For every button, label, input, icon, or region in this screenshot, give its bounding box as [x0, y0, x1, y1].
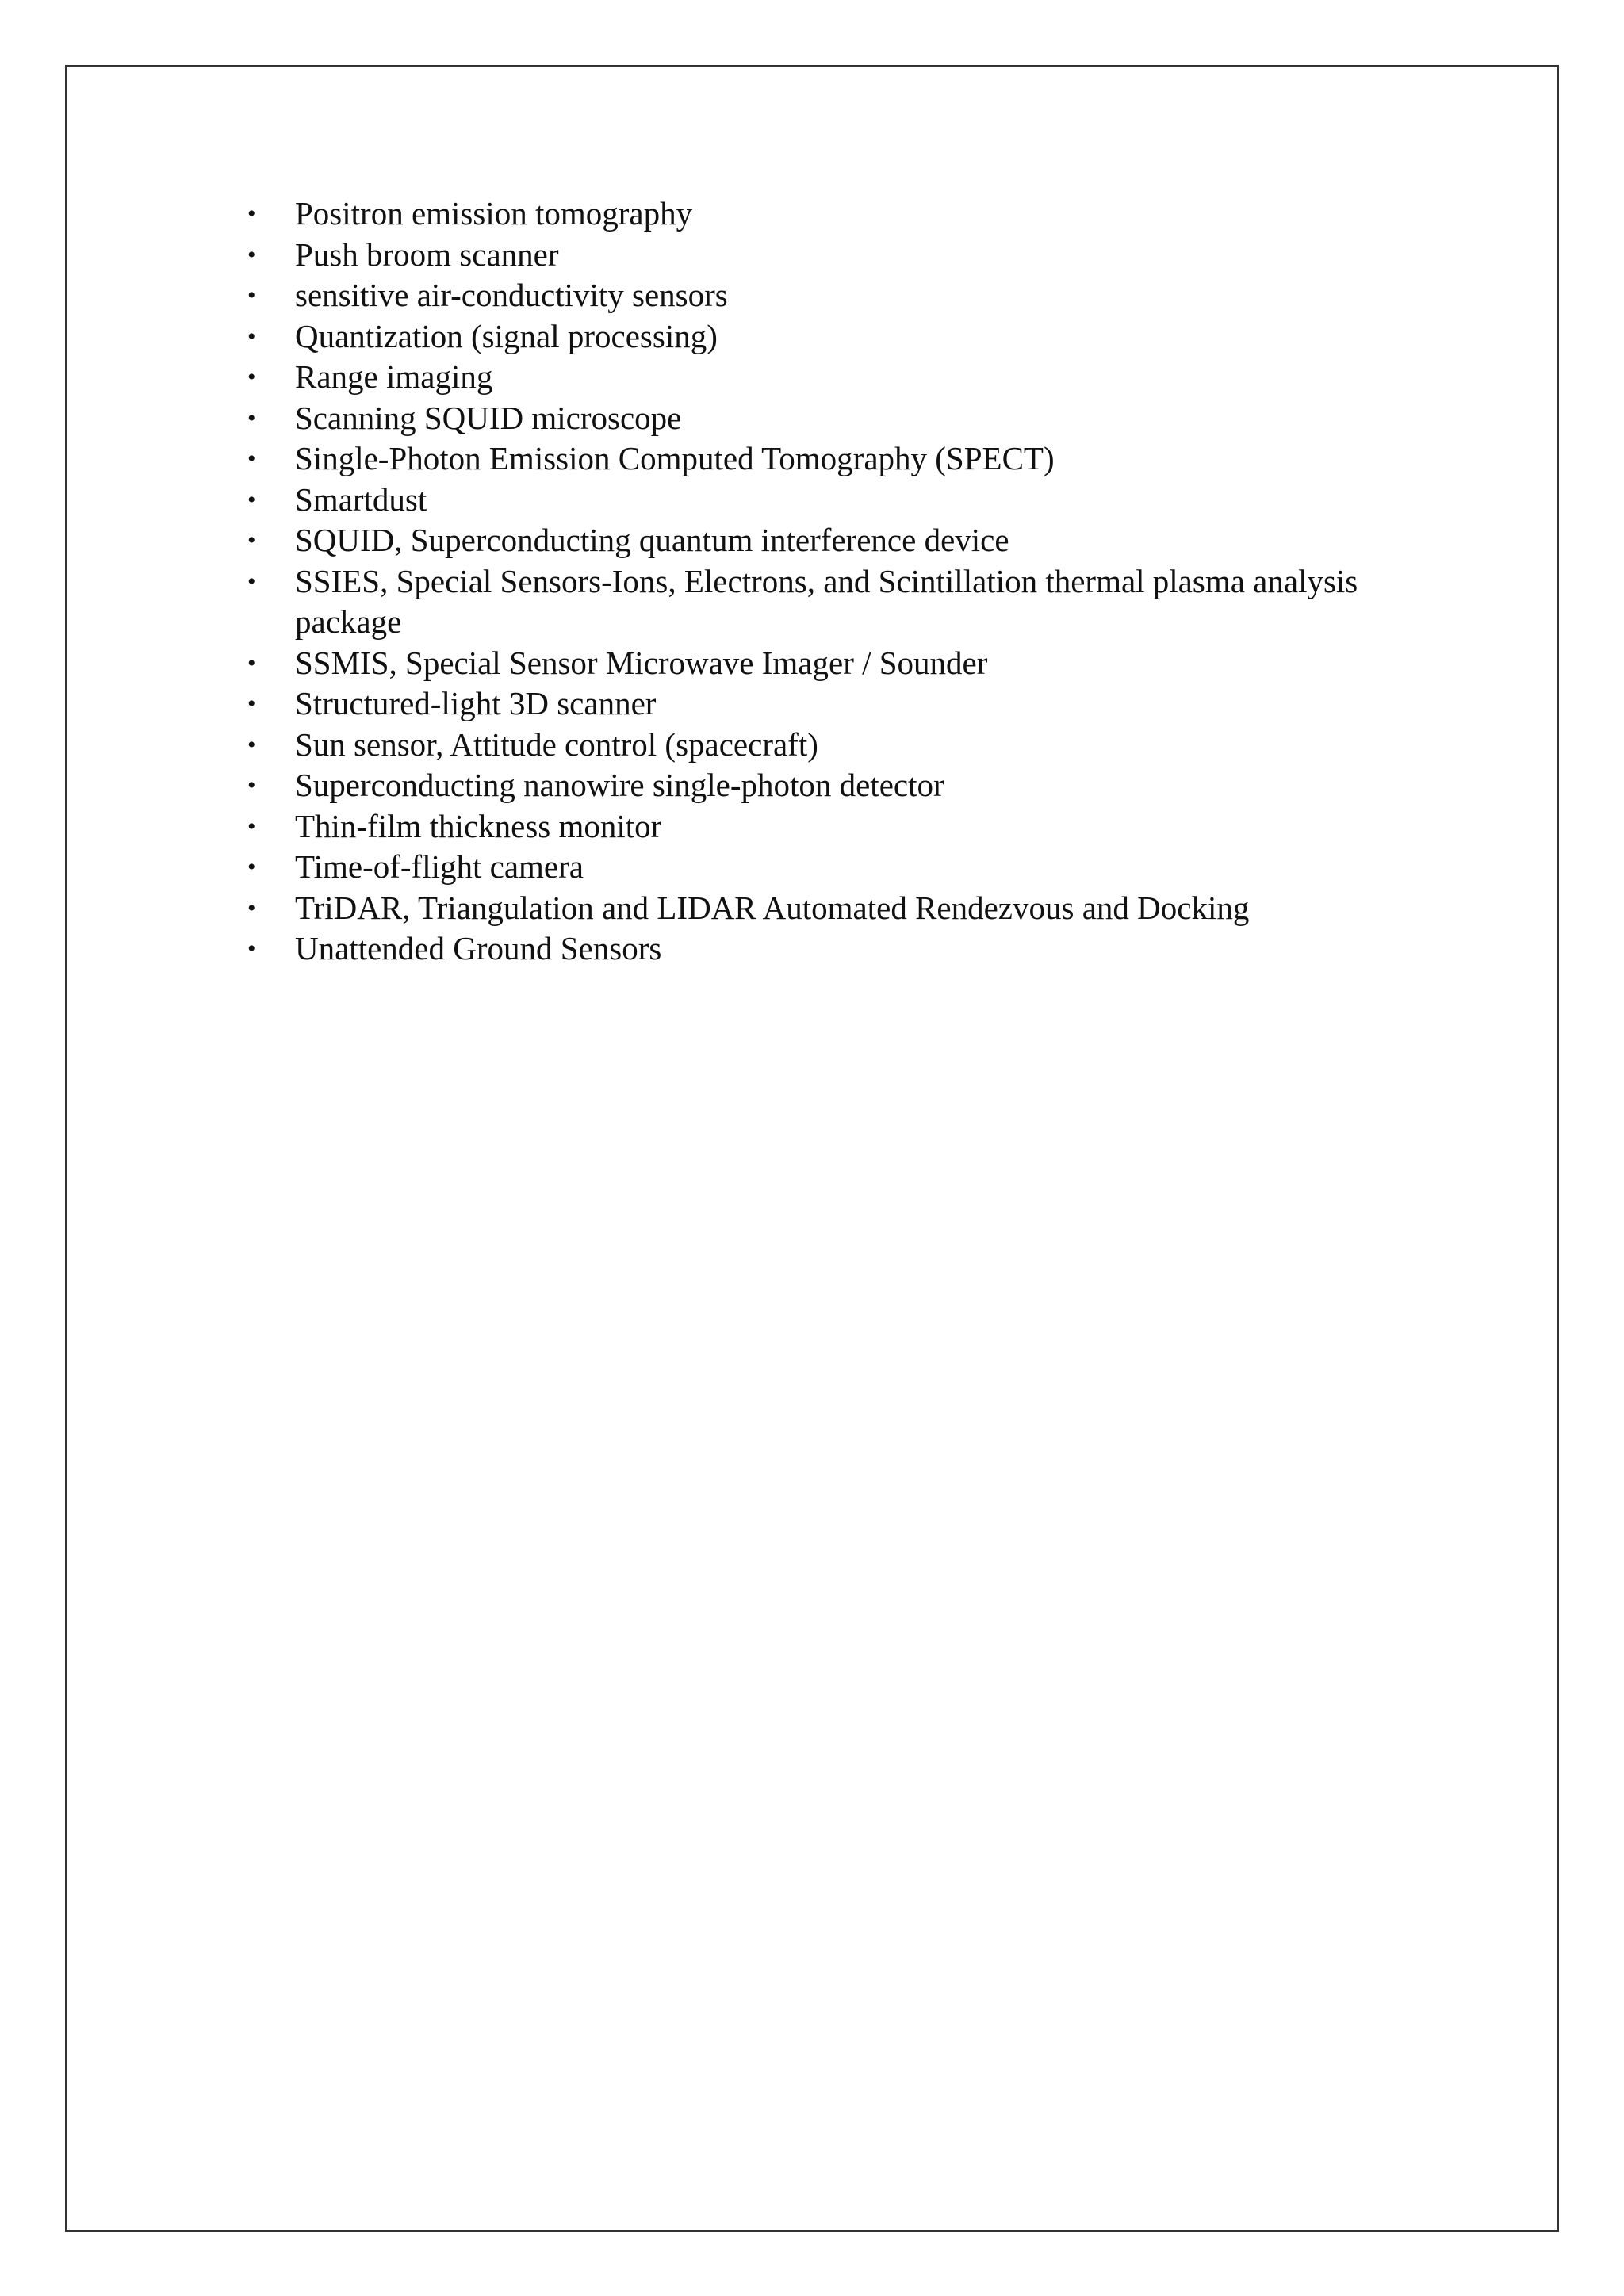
list-item [238, 398, 1364, 439]
list-item [238, 888, 1364, 929]
list-item [238, 357, 1364, 398]
bullet-icon: • [247, 282, 256, 308]
list-item-text: Thin-film thickness monitor [295, 807, 662, 844]
bullet-icon: • [247, 486, 256, 513]
bullet-icon: • [247, 201, 256, 227]
bullet-icon: • [247, 772, 256, 798]
list-item [238, 480, 1364, 521]
bullet-icon: • [247, 813, 256, 840]
list-item [238, 193, 1364, 235]
list-item [238, 520, 1364, 561]
list-item-text: Quantization (signal processing) [295, 317, 718, 354]
list-item [238, 847, 1364, 888]
list-item [238, 561, 1364, 643]
list-item-text: Positron emission tomography [295, 195, 693, 232]
bullet-icon: • [247, 527, 256, 553]
list-item-text: Push broom scanner [295, 235, 559, 273]
list-item [238, 683, 1364, 725]
list-item [238, 235, 1364, 276]
list-item [238, 316, 1364, 358]
bullet-icon: • [247, 731, 256, 758]
bullet-icon: • [247, 446, 256, 472]
bullet-icon: • [247, 691, 256, 717]
list-item-text: Time-of-flight camera [295, 848, 584, 885]
bullet-icon: • [247, 894, 256, 921]
bullet-icon: • [247, 323, 256, 350]
bullet-icon: • [247, 241, 256, 268]
bullet-icon: • [247, 568, 256, 595]
list-item-text: Range imaging [295, 358, 493, 395]
list-item-text: Scanning SQUID microscope [295, 399, 682, 436]
list-item [238, 928, 1364, 970]
list-item [238, 765, 1364, 806]
sensor-bullet-list [238, 193, 1364, 970]
list-item-text: Structured-light 3D scanner [295, 685, 657, 721]
list-item [238, 725, 1364, 766]
list-item-text: Unattended Ground Sensors [295, 930, 662, 966]
bullet-icon: • [247, 649, 256, 676]
list-item-text: Smartdust [295, 480, 427, 518]
list-item-text: SSIES, Special Sensors-Ions, Electrons, and Scintillation thermal plasma analysis package [295, 562, 1358, 640]
list-item-text: Sun sensor, Attitude control (spacecraft) [295, 725, 818, 763]
bullet-icon: • [247, 936, 256, 962]
list-item [238, 643, 1364, 684]
list-item-text: Superconducting nanowire single-photon detector [295, 767, 944, 803]
list-item-text: Single-Photon Emission Computed Tomography (SPECT) [295, 440, 1055, 476]
list-item [238, 806, 1364, 848]
bullet-icon: • [247, 404, 256, 431]
list-item-text: sensitive air-conductivity sensors [295, 277, 728, 313]
list-item-text: TriDAR, Triangulation and LIDAR Automated Rendezvous and Docking [295, 889, 1250, 926]
list-item-text: SQUID, Superconducting quantum interference device [295, 522, 1009, 558]
list-item-text: SSMIS, Special Sensor Microwave Imager / Sounder [295, 644, 988, 681]
list-item [238, 438, 1364, 480]
list-item [238, 275, 1364, 316]
bullet-icon: • [247, 364, 256, 390]
bullet-icon: • [247, 854, 256, 880]
